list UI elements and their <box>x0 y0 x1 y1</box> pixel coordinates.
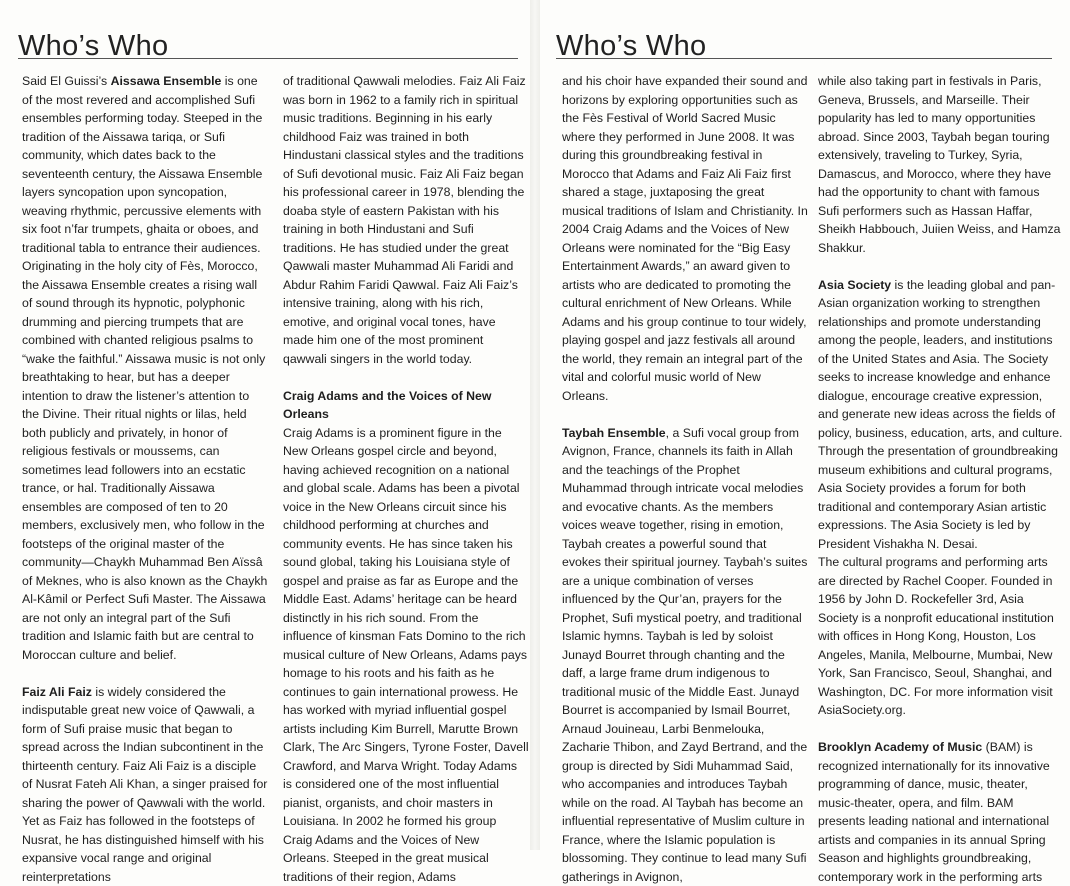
left-page <box>0 0 530 850</box>
taybah-continued-paragraph: while also taking part in festivals in Paris, Geneva, Brussels, and Marseille. Their popularity has led to many opportunities abroad. Since 2003, Taybah began touring extensively, traveling to Turkey, Syria, Damascus, and Morocco, where they have had the opportunity to chant with famous Sufi performers such as Hassan Haffar, Sheikh Habbouch, Juiien Weiss, and Hamza Shakkur. <box>818 72 1064 257</box>
left-page-heading <box>18 26 518 59</box>
right-page-heading-text: Who’s Who <box>556 32 706 61</box>
aissawa-text: is one of the most revered and accomplished Sufi ensembles performing today. Steeped in the tradition of the Aissawa tariqa, or Sufi community, which dates back to the seventeenth century, the Aissawa Ensemble layers syncopation upon syncopation, weaving rhythmic, percussive elements with six foot n’far trumpets, ghaita or oboes, and traditional tabla to entrance their audiences. Originating in the holy city of Fès, Morocco, the Aissawa Ensemble creates a rising wall of sound through its hypnotic, polyphonic drumming and piercing trumpets that are combined with chanted religious psalms to “wake the faithful.” Aissawa music is not only breathtaking to hear, but has a deeper intention to draw the listener’s attention to the Divine. Their ritual nights or lilas, held both publicly and privately, in honor of religious festivals or moussems, can sometimes lead followers into an ecstatic trance, or hal. Traditionally Aissawa ensembles are composed of ten to 20 members, exclusively men, who follow in the footsteps of the original master of the community—Chaykh Muhammad Ben Aïssâ of Meknes, who is also known as the Chaykh Al-Kâmil or Perfect Sufi Master. The Aissawa are not only an integral part of the Sufi tradition and Islamic faith but are central to Moroccan culture and belief. <box>22 74 267 662</box>
faiz-paragraph <box>22 683 268 886</box>
asia-society-paragraph-2: The cultural programs and performing arts are directed by Rachel Cooper. Founded in 1956 by John D. Rockefeller 3rd, Asia Society is a nonprofit educational institution with offices in Hong Kong, Houston, Los Angeles, Manila, Melbourne, Mumbai, New York, San Francisco, Seoul, Shanghai, and Washington, DC. For more information visit AsiaSociety.org. <box>818 553 1064 720</box>
asia-society-paragraph <box>818 276 1064 554</box>
aissawa-paragraph <box>22 72 268 664</box>
taybah-paragraph <box>562 424 808 886</box>
right-column-2 <box>818 72 1064 886</box>
asia-society-text: is the leading global and pan-Asian organization working to strengthen relationships and promote understanding among the people, leaders, and institutions of the United States and Asia. The Society seeks to increase knowledge and enhance dialogue, encourage creative expression, and generate new ideas across the fields of policy, business, education, arts, and culture. Through the presentation of groundbreaking museum exhibitions and cultural programs, Asia Society provides a forum for both traditional and contemporary Asian artistic expressions. The Asia Society is led by President Vishakha N. Desai. <box>818 278 1062 551</box>
craig-adams-continued-paragraph: and his choir have expanded their sound and horizons by exploring opportunities such as the Fès Festival of World Sacred Music where they performed in June 2008. It was during this groundbreaking festival in Morocco that Adams and Faiz Ali Faiz first shared a stage, juxtaposing the great musical traditions of Islam and Christianity. In 2004 Craig Adams and the Voices of New Orleans were nominated for the “Big Easy Entertainment Awards,” an award given to artists who are dedicated to promoting the cultural enrichment of New Orleans. While Adams and his group continue to tour widely, playing gospel and jazz festivals all around the world, they remain an integral part of the vital and colorful music world of New Orleans. <box>562 72 808 405</box>
aissawa-name: Aissawa Ensemble <box>111 74 222 88</box>
bam-text: (BAM) is recognized internationally for its innovative programming of dance, music, theater, music-theater, opera, and film. BAM presents leading national and international artists and companies in its annual Spring Season and highlights groundbreaking, contemporary work in the performing arts <box>818 740 1050 884</box>
left-page-heading-text: Who’s Who <box>18 32 168 61</box>
bam-paragraph <box>818 738 1064 886</box>
taybah-name: Taybah Ensemble <box>562 426 666 440</box>
left-column-2 <box>283 72 529 886</box>
faiz-continued-paragraph: of traditional Qawwali melodies. Faiz Ali Faiz was born in 1962 to a family rich in spiritual music traditions. Beginning in his early childhood Faiz was trained in both Hindustani classical styles and the traditions of Sufi devotional music. Faiz Ali Faiz began his professional career in 1978, blending the doaba style of eastern Pakistan with his training in both Hindustani and Sufi traditions. He has studied under the great Qawwali master Muhammad Ali Faridi and Abdur Rahim Faridi Qawwal. Faiz Ali Faiz’s intensive training, along with his rich, emotive, and original vocal tones, have made him one of the most prominent qawwali singers in the world today. <box>283 72 529 368</box>
craig-adams-text: Craig Adams is a prominent figure in the New Orleans gospel circle and beyond, having achieved recognition on a national and global scale. Adams has been a pivotal voice in the New Orleans circuit since his childhood performing at churches and community events. He has since taken his sound global, taking his Louisiana style of gospel and praise as far as Europe and the Middle East. Adams’ heritage can be heard distinctly in his rich sound. From the influence of kinsman Fats Domino to the rich musical culture of New Orleans, Adams pays homage to his roots and his faith as he continues to gain international prowess. He has worked with myriad influential gospel artists including Kim Burrell, Marutte Brown Clark, The Arc Singers, Tyrone Foster, Davell Crawford, and Marva Wright. Today Adams is considered one of the most influential pianist, organists, and choir masters in Louisiana. In 2002 he formed his group Craig Adams and the Voices of New Orleans. Steeped in the great musical traditions of their region, Adams <box>283 426 529 884</box>
asia-society-name: Asia Society <box>818 278 891 292</box>
craig-adams-section <box>283 387 529 886</box>
taybah-text: , a Sufi vocal group from Avignon, France, channels its faith in Allah and the teachings of the Prophet Muhammad through intricate vocal melodies and evocative chants. As the members voices weave together, rising in emotion, Taybah creates a powerful sound that evokes their spiritual journey. Taybah’s suites are a unique combination of verses influenced by the Qur’an, prayers for the Prophet, Sufi mystical poetry, and traditional Islamic hymns. Taybah is led by soloist Junayd Bourret through chanting and the daff, a large frame drum indigenous to traditional music of the Middle East. Junayd Bourret is accompanied by Ismail Bourret, Arnaud Jouineau, Larbi Benmelouka, Zacharie Thibon, and Zayd Bertrand, and the group is directed by Sidi Muhammad Said, who accompanies and introduces Taybah while on the road. Al Taybah has become an influential representative of Muslim culture in France, where the Islamic population is blossoming. They continue to lead many Sufi gatherings in Avignon, <box>562 426 807 884</box>
aissawa-lead: Said El Guissi’s <box>22 74 111 88</box>
faiz-text: is widely considered the indisputable great new voice of Qawwali, a form of Sufi praise music that began to spread across the Indian subcontinent in the thirteenth century. Faiz Ali Faiz is a disciple of Nusrat Fateh Ali Khan, a singer praised for sharing the power of Qawwali with the world. Yet as Faiz has followed in the footsteps of Nusrat, he has distinguished himself with his expansive vocal range and original reinterpretations <box>22 685 267 884</box>
bam-name: Brooklyn Academy of Music <box>818 740 982 754</box>
right-page-heading <box>556 26 1052 59</box>
right-page <box>540 0 1070 850</box>
left-column-1 <box>22 72 268 886</box>
right-column-1 <box>562 72 808 886</box>
page-gutter <box>530 0 540 850</box>
faiz-name: Faiz Ali Faiz <box>22 685 92 699</box>
craig-adams-subhead: Craig Adams and the Voices of New Orleans <box>283 387 529 424</box>
